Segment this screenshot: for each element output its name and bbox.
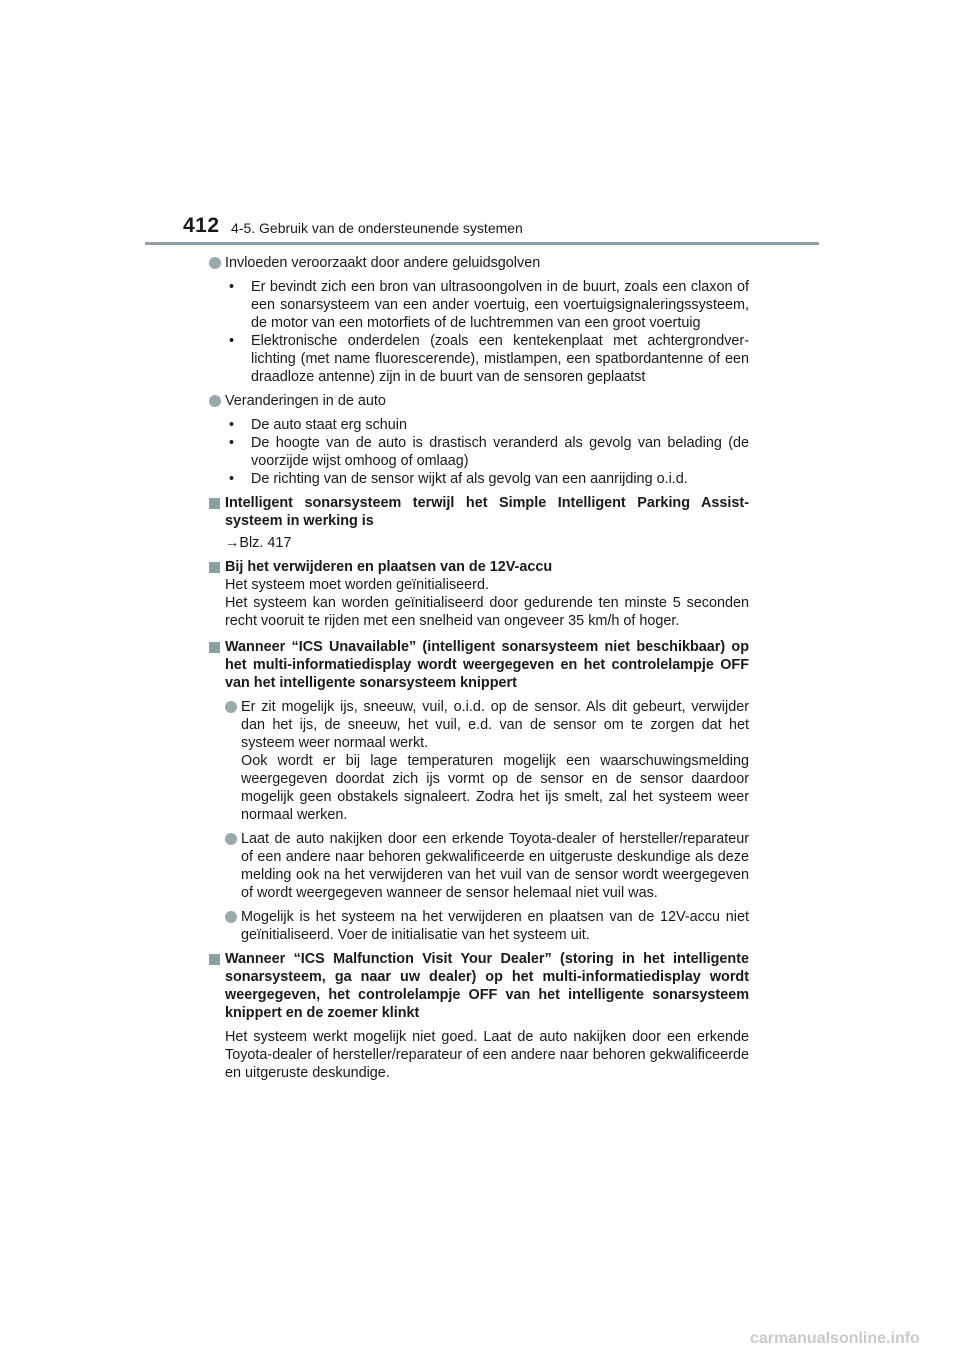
sub-item: • Elektronische onderdelen (zoals een kentekenplaat met achtergrondverlichting (met name fluorescerende), mistlampen, een spatbordantenne of een draadloze antenne) zijn in de buurt van de sensoren geplaatst (229, 333, 749, 385)
paragraph: Het systeem moet worden geïnitialiseerd. Het systeem kan worden geïnitialiseerd door gedurende ten minste 5 seconden recht vooruit te rijden met een snelheid van ongeveer 35 km/h of hoger. (225, 577, 749, 629)
section-heading: Wanneer “ICS Unavailable” (intelligent sonarsysteem niet beschikbaar) op het multi-informatiedisplay wordt weergegeven en het controlelampje OFF van het intelligente sonarsysteem knippert (209, 638, 749, 692)
bullet-text: Er zit mogelijk ijs, sneeuw, vuil, o.i.d. op de sensor. Als dit gebeurt, verwijder dan het ijs, de sneeuw, het vuil, e.d. van de sensor om te zorgen dat het systeem weer normaal werkt. (241, 699, 749, 751)
sub-item: • Er bevindt zich een bron van ultrasoongolven in de buurt, zoals een claxon of een sonarsysteem van een ander voertuig, een voertuigsignaleringssysteem, de motor van een motorfiets of de luchtremmen van een groot voertuig (229, 279, 749, 331)
page-number: 412 (183, 214, 220, 237)
bullet-dot-icon (209, 395, 221, 407)
bullet-dot-icon (225, 701, 237, 713)
bullet-text: Ook wordt er bij lage temperaturen mogelijk een waarschuwingsmelding weergegeven doordat zich ijs vormt op de sensor en de sensor daardoor mogelijk geen obstakels signaleert. Zodra het ijs smelt, zal het systeem weer normaal werken. (241, 753, 749, 823)
bullet-dot-icon (225, 833, 237, 845)
section-title: 4-5. Gebruik van de ondersteunende systemen (231, 220, 523, 236)
watermark: carmanualsonline.info (750, 1330, 920, 1347)
bullet-dot-icon (225, 911, 237, 923)
section-heading: Wanneer “ICS Malfunction Visit Your Dealer” (storing in het intelligente sonarsysteem, ga naar uw dealer) op het multi-informatiedisplay wordt weergegeven, het controlelampje OFF van het intelligente sonarsysteem knippert en de zoemer klinkt (209, 950, 749, 1022)
sub-list (209, 278, 749, 386)
header-divider (145, 242, 819, 245)
bullet-text: Laat de auto nakijken door een erkende Toyota-dealer of hersteller/reparateur of een andere naar behoren gekwalificeerde en uitgeruste deskundige als deze melding ook na het verwijderen van het vuil van de sensor wordt weergegeven of wordt weergegeven wanneer de sensor helemaal niet vuil was. (241, 831, 749, 901)
page-header (0, 0, 960, 250)
bullet-item (209, 392, 749, 410)
page-content (209, 254, 749, 1082)
sub-item: • De richting van de sensor wijkt af als gevolg van een aanrijding o.i.d. (229, 471, 688, 487)
bullet-item (225, 908, 749, 944)
bullet-text: Mogelijk is het systeem na het verwijderen en plaatsen van de 12V-accu niet geïnitialiseerd. Voer de initialisatie van het systeem uit. (241, 909, 749, 943)
bullet-dot-icon (209, 257, 221, 269)
heading-square-icon (209, 562, 220, 573)
page-reference: →Blz. 417 (225, 535, 292, 551)
section-heading: Bij het verwijderen en plaatsen van de 12V-accu (209, 558, 749, 576)
heading-square-icon (209, 954, 220, 965)
bullet-text: Invloeden veroorzaakt door andere geluidsgolven (225, 255, 541, 271)
heading-square-icon (209, 642, 220, 653)
sub-list (209, 416, 749, 488)
heading-square-icon (209, 498, 220, 509)
paragraph: Het systeem werkt mogelijk niet goed. Laat de auto nakijken door een erkende Toyota-dealer of hersteller/reparateur of een andere naar behoren gekwalificeerde en uitgeruste deskundige. (225, 1029, 749, 1081)
sub-item: • De hoogte van de auto is drastisch veranderd als gevolg van belading (de voorzijde wijst omhoog of omlaag) (229, 435, 749, 469)
bullet-item (209, 254, 749, 272)
bullet-text: Veranderingen in de auto (225, 393, 386, 409)
sub-item: • De auto staat erg schuin (229, 417, 407, 433)
bullet-item (225, 830, 749, 902)
bullet-item (225, 698, 749, 824)
section-heading: Intelligent sonarsysteem terwijl het Simple Intelligent Parking Assist-systeem in werking is (209, 494, 749, 530)
